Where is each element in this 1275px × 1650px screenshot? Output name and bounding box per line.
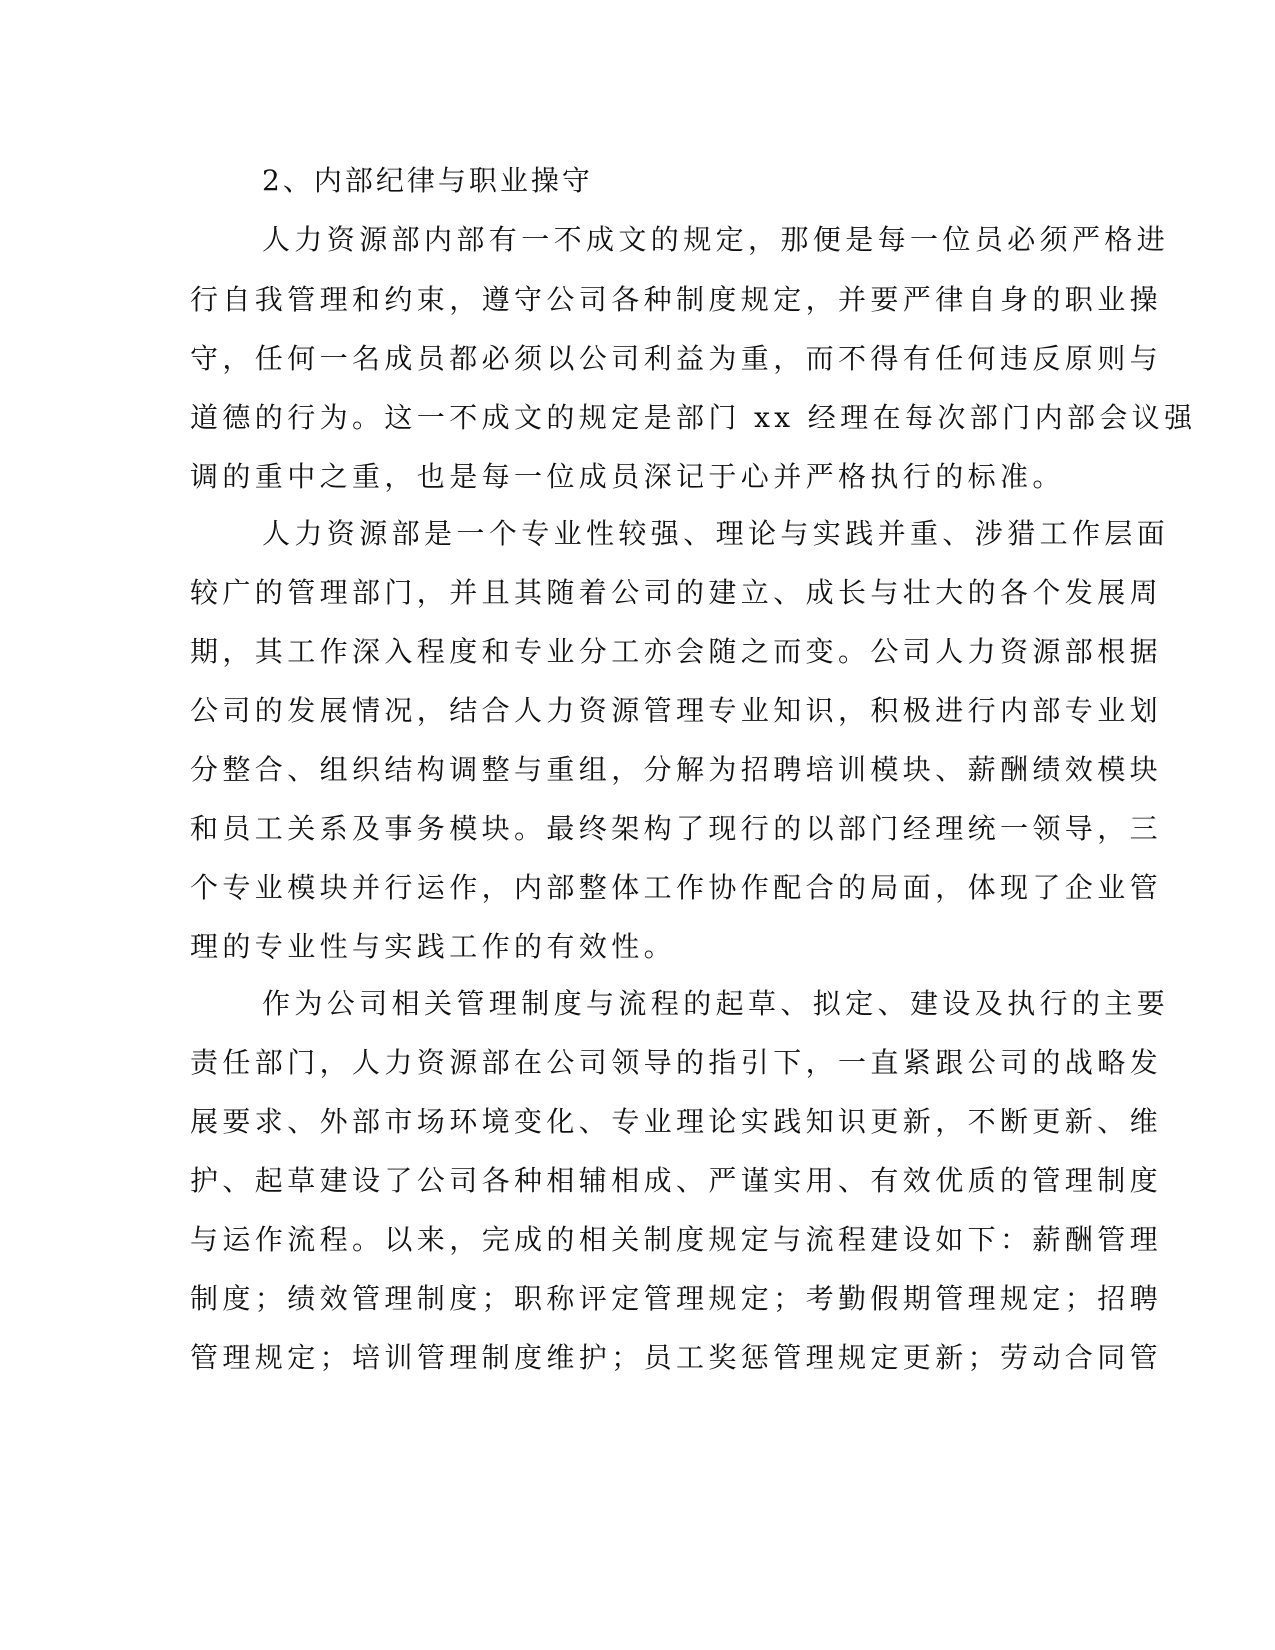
paragraph-line: 期，其工作深入程度和专业分工亦会随之而变。公司人力资源部根据	[190, 635, 1163, 668]
paragraph-line: 人力资源部是一个专业性较强、理论与实践并重、涉猎工作层面	[262, 517, 1170, 550]
paragraph-line: 护、起草建设了公司各种相辅相成、严谨实用、有效优质的管理制度	[190, 1164, 1163, 1197]
section-heading: 2、内部纪律与职业操守	[262, 164, 593, 197]
paragraph-line: 人力资源部内部有一不成文的规定，那便是每一位员必须严格进	[262, 223, 1170, 256]
paragraph-line: 分整合、组织结构调整与重组，分解为招聘培训模块、薪酬绩效模块	[190, 753, 1163, 786]
paragraph-line: 管理规定；培训管理制度维护；员工奖惩管理规定更新；劳动合同管	[190, 1341, 1163, 1374]
paragraph-line: 责任部门，人力资源部在公司领导的指引下，一直紧跟公司的战略发	[190, 1046, 1163, 1079]
paragraph-line: 道德的行为。这一不成文的规定是部门 xx 经理在每次部门内部会议强	[190, 401, 1197, 434]
paragraph-line: 作为公司相关管理制度与流程的起草、拟定、建设及执行的主要	[262, 987, 1170, 1020]
paragraph-line: 与运作流程。以来，完成的相关制度规定与流程建设如下：薪酬管理	[190, 1223, 1163, 1256]
paragraph-line: 展要求、外部市场环境变化、专业理论实践知识更新，不断更新、维	[190, 1105, 1163, 1138]
paragraph-line: 公司的发展情况，结合人力资源管理专业知识，积极进行内部专业划	[190, 694, 1163, 727]
paragraph-line: 和员工关系及事务模块。最终架构了现行的以部门经理统一领导，三	[190, 812, 1163, 845]
paragraph-line: 调的重中之重，也是每一位成员深记于心并严格执行的标准。	[190, 460, 1065, 493]
paragraph-line: 制度；绩效管理制度；职称评定管理规定；考勤假期管理规定；招聘	[190, 1282, 1163, 1315]
paragraph-line: 较广的管理部门，并且其随着公司的建立、成长与壮大的各个发展周	[190, 576, 1163, 609]
paragraph-line: 守，任何一名成员都必须以公司利益为重，而不得有任何违反原则与	[190, 342, 1163, 375]
paragraph-line: 理的专业性与实践工作的有效性。	[190, 930, 677, 963]
paragraph-line: 行自我管理和约束，遵守公司各种制度规定，并要严律自身的职业操	[190, 283, 1163, 316]
paragraph-line: 个专业模块并行运作，内部整体工作协作配合的局面，体现了企业管	[190, 871, 1163, 904]
